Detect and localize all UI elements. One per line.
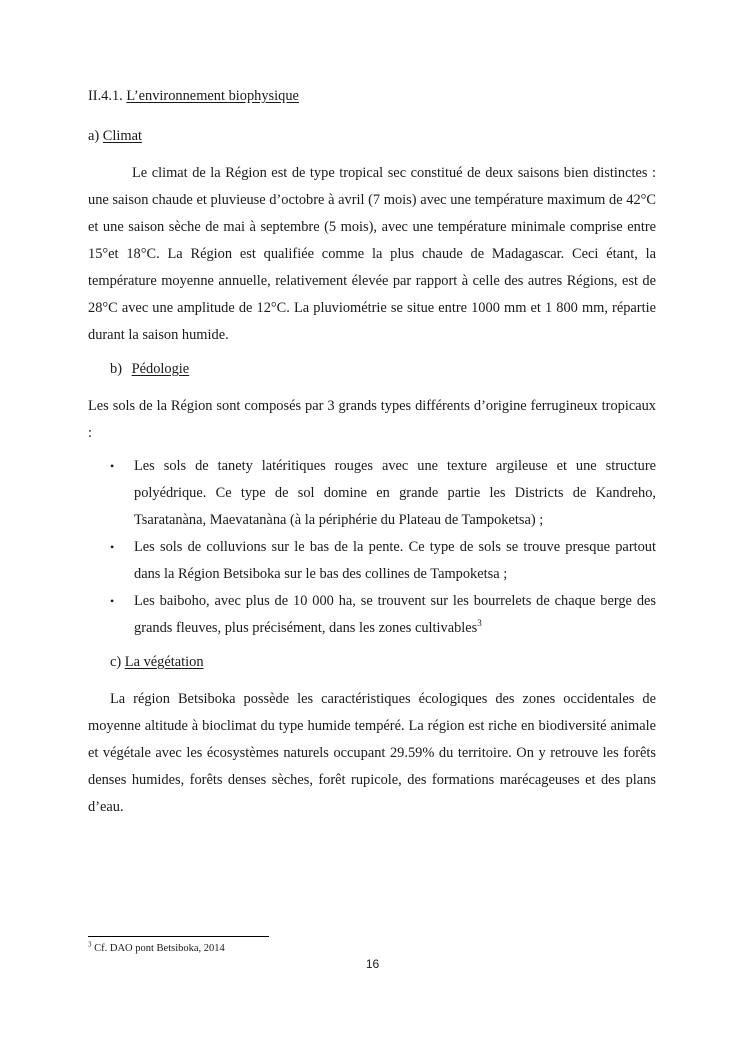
climat-paragraph: Le climat de la Région est de type tropical sec constitué de deux saisons bien distinctes : une saison chaude et pluvieuse d’octobre à avril (7 mois) avec une température maximum de 42°C et une saison sèche de mai à septembre (5 mois), avec une température minimale comprise entre 15°et 18°C. La Région est qualifiée comme la plus chaude de Madagascar. Ceci étant, la température moyenne annuelle, relativement élevée par rapport à celle des autres Régions, est de 28°C avec une amplitude de 12°C. La pluviométrie se situe entre 1000 mm et 1 800 mm, répartie durant la saison humide. — [88, 165, 656, 343]
bullet-icon: • — [110, 540, 115, 554]
list-item-text: Les sols de colluvions sur le bas de la pente. Ce type de sols se trouve presque partout dans la Région Betsiboka sur le bas des collines de Tampoketsa ; — [134, 539, 656, 582]
climat-title: Climat — [102, 128, 142, 144]
list-item-text: Les baiboho, avec plus de 10 000 ha, se trouvent sur les bourrelets de chaque berge des grands fleuves, plus précisément, dans les zones cultivables — [134, 593, 656, 636]
section-heading — [88, 86, 656, 106]
footnote-divider — [88, 936, 269, 937]
page-number: 16 — [365, 957, 380, 971]
pedologie-intro: Les sols de la Région sont composés par 3 grands types différents d’origine ferrugineux tropicaux : — [88, 398, 656, 441]
vegetation-paragraph: La région Betsiboka possède les caractéristiques écologiques des zones occidentales de moyenne altitude à bioclimat du type humide tempéré. La région est riche en biodiversité animale et végétale avec les écosystèmes naturels occupant 29.59% du territoire. On y retrouve les forêts denses humides, forêts denses sèches, forêt rupicole, des formations marécageuses et des plans d’eau. — [88, 691, 656, 815]
vegetation-label: c) — [110, 654, 122, 670]
bullet-icon: • — [110, 594, 115, 608]
section-number: II.4.1. — [88, 88, 123, 104]
footnote — [88, 942, 225, 956]
list-item-text: Les sols de tanety latéritiques rouges avec une texture argileuse et une structure polyédrique. Ce type de sol domine en grande partie les Districts de Kandreho, Tsaratanàna, Maevatanàna (à la périphérie du Plateau de Tampoketsa) ; — [134, 458, 656, 528]
vegetation-title: La végétation — [124, 654, 204, 670]
pedologie-title: Pédologie — [131, 361, 190, 377]
section-title: L’environnement biophysique — [126, 88, 299, 104]
soil-types-list — [88, 453, 656, 642]
pedologie-label: b) — [110, 361, 122, 377]
list-item — [88, 534, 656, 588]
list-item — [88, 588, 656, 642]
list-item — [88, 453, 656, 534]
footnote-text: Cf. DAO pont Betsiboka, 2014 — [94, 943, 225, 954]
pedologie-heading — [110, 359, 656, 379]
footnote-number: 3 — [88, 940, 92, 949]
bullet-icon: • — [110, 459, 115, 473]
climat-heading — [88, 126, 656, 146]
footnote-reference[interactable]: 3 — [477, 618, 482, 629]
document-page — [88, 86, 656, 821]
vegetation-heading — [110, 652, 656, 672]
climat-label: a) — [88, 128, 100, 144]
